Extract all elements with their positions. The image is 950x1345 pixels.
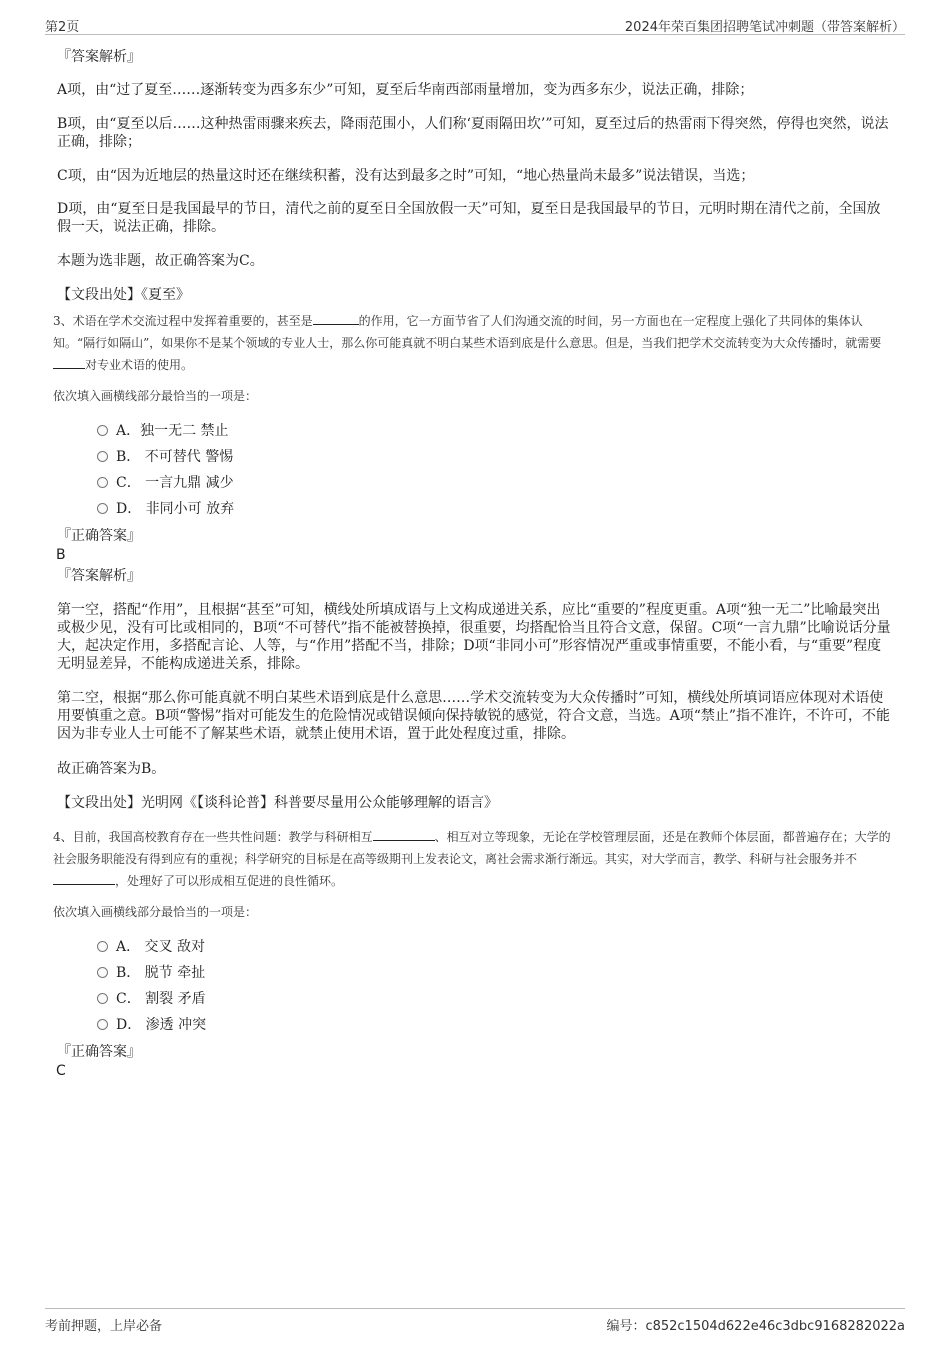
page-number: 第2页	[45, 20, 80, 35]
radio-button-icon[interactable]	[97, 503, 108, 514]
analysis-conclusion: 故正确答案为B。	[57, 761, 166, 777]
analysis-option-c: C项，由“因为近地层的热量这时还在继续积蓄，没有达到最多之时”可知，“地心热量尚未最多”说法错误，当选；	[57, 168, 755, 184]
analysis-paragraph-2: 第二空，根据“那么你可能真就不明白某些术语到底是什么意思……学术交流转变为大众传播时”可知，横线处所填词语应体现对术语使用要慎重之意。B项“警惕”指对可能发生的危险情况或错误倾向保持敏锐的感觉，符合文意，当选。A项“禁止”指不准许，不许可，不能因为非专业人士可能不了解某些术语，就禁止使用术语，置于此处程度过重，排除。	[57, 690, 891, 742]
option-label: D． 渗透 冲突	[116, 1017, 207, 1033]
option-d[interactable]	[97, 1016, 206, 1034]
analysis-option-d: D项，由“夏至日是我国最早的节日，清代之前的夏至日全国放假一天”可知，夏至日是我国最早的节日，元明时期在清代之前，全国放假一天，说法正确，排除。	[57, 201, 881, 235]
fill-blank-2	[53, 356, 85, 369]
radio-button-icon[interactable]	[97, 425, 108, 436]
option-b[interactable]	[97, 448, 233, 466]
correct-answer: C	[56, 1063, 66, 1079]
document-serial-number: 编号：c852c1504d622e46c3dbc9168282022a	[606, 1319, 905, 1334]
option-a[interactable]	[97, 422, 229, 440]
radio-button-icon[interactable]	[97, 941, 108, 952]
correct-answer-label: 『正确答案』	[57, 1044, 141, 1060]
option-label: A． 交叉 敌对	[116, 939, 206, 955]
radio-button-icon[interactable]	[97, 451, 108, 462]
question-3-stem-part: 3、术语在学术交流过程中发挥着重要的，甚至是	[53, 314, 313, 328]
question-4-stem-part: ，处理好了可以形成相互促进的良性循环。	[115, 874, 344, 888]
correct-answer-label: 『正确答案』	[57, 528, 141, 544]
option-a[interactable]	[97, 938, 205, 956]
option-c[interactable]	[97, 474, 234, 492]
question-4-stem-part: 4、目前，我国高校教育存在一些共性问题：教学与科研相互	[53, 830, 373, 844]
question-4-instruction: 依次填入画横线部分最恰当的一项是：	[53, 905, 258, 919]
radio-button-icon[interactable]	[97, 967, 108, 978]
radio-button-icon[interactable]	[97, 993, 108, 1004]
analysis-option-b: B项，由“夏至以后……这种热雷雨骤来疾去，降雨范围小，人们称‘夏雨隔田坎’”可知，夏至过后的热雷雨下得突然，停得也突然，说法正确，排除；	[57, 116, 889, 150]
page-header	[45, 12, 905, 35]
passage-source: 【文段出处】光明网《【谈科论普】科普要尽量用公众能够理解的语言》	[57, 795, 498, 811]
option-d[interactable]	[97, 500, 234, 518]
question-4-stem-part: 、相互对立等现象，无论在学校管理层面，还是在教师个体层面，都普遍存在；大学的社会服务职能没有得到应有的重视；科学研究的目标是在高等级期刊上发表论文，离社会需求渐行渐远。其实，对大学而言，教学、科研与社会服务并不	[53, 830, 891, 866]
analysis-option-a: A项，由“过了夏至……逐渐转变为西多东少”可知，夏至后华南西部雨量增加，变为西多东少，说法正确，排除；	[57, 82, 754, 98]
analysis-label: 『答案解析』	[57, 568, 141, 584]
footer-slogan: 考前押题，上岸必备	[45, 1319, 163, 1334]
analysis-paragraph-1: 第一空，搭配“作用”，且根据“甚至”可知，横线处所填成语与上文构成递进关系，应比“重要的”程度更重。A项“独一无二”比喻最突出或极少见，没有可比或相同的，B项“不可替代”指不能被替换掉，很重要，均搭配恰当且符合文意，保留。C项“一言九鼎”比喻说话分量大，起决定作用，多搭配言论、人等，与“作用”搭配不当，排除；D项“非同小可”形容情况严重或事情重要，不能小看，与“重要”程度无明显差异，不能构成递进关系，排除。	[57, 602, 891, 672]
option-c[interactable]	[97, 990, 206, 1008]
fill-blank-1	[313, 312, 359, 325]
option-label: A．独一无二 禁止	[116, 423, 229, 439]
question-4-stem	[53, 826, 893, 892]
option-label: C． 割裂 矛盾	[116, 991, 206, 1007]
document-title: 2024年荣百集团招聘笔试冲刺题（带答案解析）	[624, 20, 905, 35]
option-b[interactable]	[97, 964, 205, 982]
correct-answer: B	[56, 547, 66, 563]
option-label: B． 脱节 牵扯	[116, 965, 206, 981]
question-3-stem	[53, 310, 893, 376]
fill-blank-1	[373, 828, 435, 841]
question-3-instruction: 依次填入画横线部分最恰当的一项是：	[53, 389, 258, 403]
fill-blank-2	[53, 872, 115, 885]
question-3-stem-part: 对专业术语的使用。	[85, 358, 194, 372]
option-label: C． 一言九鼎 减少	[116, 475, 234, 491]
analysis-label: 『答案解析』	[57, 49, 141, 65]
option-label: D． 非同小可 放弃	[116, 501, 235, 517]
page-footer	[45, 1308, 905, 1333]
passage-source: 【文段出处】《夏至》	[57, 287, 190, 303]
radio-button-icon[interactable]	[97, 1019, 108, 1030]
analysis-conclusion: 本题为选非题，故正确答案为C。	[57, 253, 264, 269]
option-label: B． 不可替代 警惕	[116, 449, 234, 465]
question-3-stem-part: 的作用，它一方面节省了人们沟通交流的时间，另一方面也在一定程度上强化了共同体的集体认知。“隔行如隔山”，如果你不是某个领域的专业人士，那么你可能真就不明白某些术语到底是什么意思。但是，当我们把学术交流转变为大众传播时，就需要	[53, 314, 882, 350]
radio-button-icon[interactable]	[97, 477, 108, 488]
